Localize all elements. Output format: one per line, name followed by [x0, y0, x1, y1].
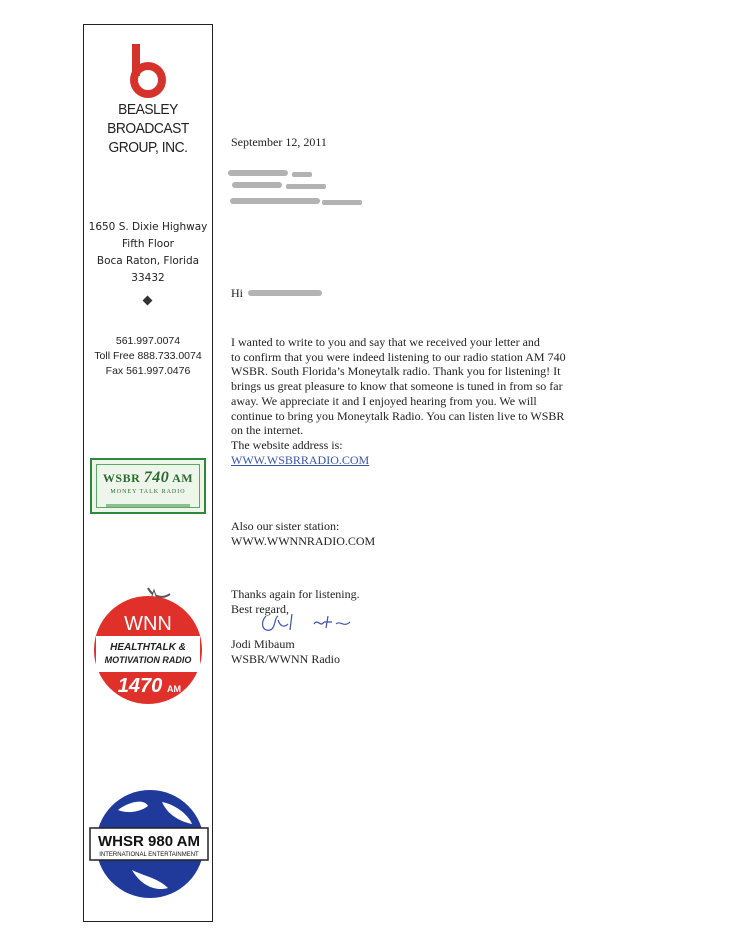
company-line-3: GROUP, INC.: [108, 139, 188, 156]
signer-organization: WSBR/WWNN Radio: [231, 652, 340, 666]
whsr-call-letters: WHSR 980 AM: [98, 833, 200, 850]
wnn-call-letters: WNN: [124, 613, 172, 635]
wsbr-logo-strip: [106, 504, 190, 507]
wsbr-tagline: MONEY TALK RADIO: [110, 489, 186, 495]
closing-line-1: Thanks again for listening.: [231, 587, 360, 601]
company-name: [89, 100, 207, 157]
contact-numbers: [84, 334, 212, 379]
whsr-tagline: INTERNATIONAL ENTERTAINMENT: [99, 852, 199, 858]
wsbr-logo-title: [92, 469, 204, 487]
body-line: WSBR. South Florida’s Moneytalk radio. Thank you for listening! It: [231, 364, 561, 379]
wsbr-740-logo: [90, 458, 206, 514]
wnn-line-2: MOTIVATION RADIO: [104, 655, 192, 665]
wnn-line-1: HEALTHTALK &: [110, 642, 186, 653]
fax-number: Fax 561.997.0476: [105, 365, 191, 377]
address-line-3: Boca Raton, Florida: [96, 255, 200, 267]
greeting-line: [231, 286, 326, 301]
company-line-2: BROADCAST: [107, 120, 189, 137]
sister-station-url: WWW.WWNNRADIO.COM: [231, 534, 376, 548]
body-line: to confirm that you were indeed listening to our radio station AM 740: [231, 349, 566, 364]
address-line-2: Fifth Floor: [122, 238, 174, 250]
wnn-band: AM: [167, 684, 181, 694]
letter-date: September 12, 2011: [231, 135, 327, 149]
signer-name: Jodi Mibaum: [231, 637, 295, 651]
whsr-980-logo: [88, 784, 210, 904]
signer-block: [231, 637, 340, 667]
sister-station-block: [231, 519, 375, 549]
address-line-4: 33432: [131, 272, 165, 284]
body-line: brings us great pleasure to know that someone is tuned in from so far: [231, 379, 563, 394]
wsbr-call-letters: WSBR: [102, 471, 141, 485]
handwritten-signature: [258, 610, 368, 636]
toll-free-number: Toll Free 888.733.0074: [94, 350, 202, 362]
phone-number: 561.997.0074: [115, 335, 181, 347]
company-line-1: BEASLEY: [118, 101, 178, 118]
wnn-frequency: 1470: [117, 675, 163, 697]
body-line: away. We appreciate it and I enjoyed hearing from you. We will: [231, 393, 537, 408]
wsbr-frequency: 740: [143, 469, 170, 486]
body-line: The website address is:: [231, 437, 343, 452]
address-line-1: 1650 S. Dixie Highway: [88, 221, 208, 233]
redacted-name: [246, 286, 326, 300]
body-line: I wanted to write to you and say that we received your letter and: [231, 335, 540, 349]
wnn-1470-logo: [92, 582, 204, 706]
sister-station-label: Also our sister station:: [231, 519, 340, 533]
wsbr-website-link[interactable]: WWW.WSBRRADIO.COM: [231, 452, 370, 467]
body-line: on the internet.: [231, 423, 304, 438]
letter-body: [231, 335, 571, 467]
body-line: continue to bring you Moneytalk Radio. You can listen live to WSBR: [231, 408, 565, 423]
company-address: [84, 219, 212, 287]
greeting: Hi: [231, 286, 243, 300]
beasley-b-logo: [128, 42, 166, 98]
wsbr-band: AM: [172, 471, 194, 485]
closing-line-2: Best regard,: [231, 602, 289, 616]
redacted-address-block: [228, 160, 368, 220]
